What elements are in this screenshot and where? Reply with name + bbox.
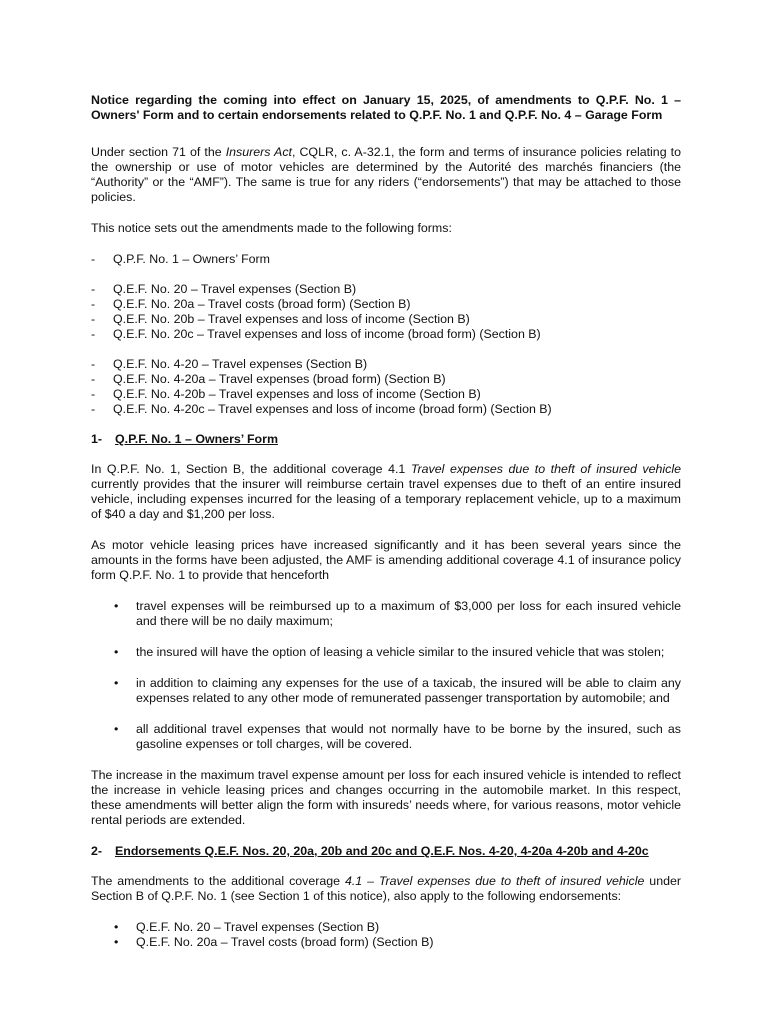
paragraph-text: In Q.P.F. No. 1, Section B, the additional coverage 4.1	[91, 462, 411, 476]
dash-marker: -	[91, 252, 96, 266]
list-item	[91, 282, 681, 297]
section-title: Q.P.F. No. 1 – Owners’ Form	[115, 432, 278, 446]
section-2-paragraph-1	[91, 874, 681, 904]
list-item-text: Q.E.F. No. 4-20c – Travel expenses and loss of income (broad form) (Section B)	[113, 402, 552, 416]
intro-paragraph-2: This notice sets out the amendments made to the following forms:	[91, 221, 452, 235]
list-item	[91, 722, 681, 752]
intro-text: , CQLR, c. A-32.1, the form and terms of insurance policies relating to the ownership or use of motor vehicles are determined by the Autorité des marchés financiers (the “Authority” or the “AMF”). The same is true for any riders (“endorsements”) that may be attached to those policies.	[91, 145, 681, 204]
coverage-name: 4.1 – Travel expenses due to theft of insured vehicle	[344, 874, 645, 888]
bullet-marker: •	[114, 920, 119, 934]
section-2-heading	[91, 844, 681, 859]
paragraph-text: under Section B of Q.P.F. No. 1 (see Section 1 of this notice), also apply to the following endorsements:	[91, 874, 681, 903]
list-item	[91, 372, 681, 387]
forms-list-group-1	[91, 252, 681, 267]
list-item	[91, 920, 681, 935]
forms-list-group-2	[91, 282, 681, 342]
endorsements-bullet-list	[91, 920, 681, 950]
dash-marker: -	[91, 327, 96, 341]
bullet-marker: •	[114, 599, 119, 613]
bullet-marker: •	[114, 645, 119, 659]
list-item	[91, 935, 681, 950]
list-item	[91, 676, 681, 706]
list-item	[91, 357, 681, 372]
bullet-marker: •	[114, 722, 119, 736]
list-item-text: Q.E.F. No. 20 – Travel expenses (Section B)	[113, 282, 357, 296]
forms-list-group-3	[91, 357, 681, 417]
section-1-paragraph-2: As motor vehicle leasing prices have increased significantly and it has been several years since the amounts in the forms have been adjusted, the AMF is amending additional coverage 4.1 of insurance policy form Q.P.F. No. 1 to provide that henceforth	[91, 538, 681, 582]
intro-paragraph-1	[91, 145, 681, 205]
dash-marker: -	[91, 312, 96, 326]
paragraph-text: currently provides that the insurer will reimburse certain travel expenses due to theft of an entire insured vehicle, including expenses incurred for the leasing of a temporary replacement vehicle, up to a maximum of $40 a day and $1,200 per loss.	[91, 477, 681, 521]
list-item-text: Q.E.F. No. 20 – Travel expenses (Section B)	[136, 920, 380, 934]
list-item	[91, 312, 681, 327]
list-item	[91, 297, 681, 312]
list-item-text: Q.P.F. No. 1 – Owners’ Form	[113, 252, 270, 266]
dash-marker: -	[91, 357, 96, 371]
coverage-name: Travel expenses due to theft of insured vehicle	[410, 462, 681, 476]
list-item	[91, 402, 681, 417]
section-1-heading	[91, 432, 681, 447]
notice-title: Notice regarding the coming into effect on January 15, 2025, of amendments to Q.P.F. No. 1 – Owners' Form and to certain endorsements related to Q.P.F. No. 1 and Q.P.F. No. 4 – Garage Form	[91, 93, 681, 122]
amendments-bullet-list	[91, 599, 681, 752]
list-item-text: Q.E.F. No. 20a – Travel costs (broad form) (Section B)	[113, 297, 411, 311]
section-1-paragraph-1	[91, 462, 681, 522]
list-item-text: Q.E.F. No. 20c – Travel expenses and loss of income (broad form) (Section B)	[113, 327, 541, 341]
list-item-text: Q.E.F. No. 20a – Travel costs (broad form) (Section B)	[136, 935, 434, 949]
list-item-text: Q.E.F. No. 4-20b – Travel expenses and loss of income (Section B)	[113, 387, 481, 401]
list-item-text: Q.E.F. No. 4-20 – Travel expenses (Section B)	[113, 357, 368, 371]
list-item	[91, 599, 681, 629]
list-item-text: the insured will have the option of leasing a vehicle similar to the insured vehicle that was stolen;	[136, 645, 665, 659]
list-item-text: Q.E.F. No. 20b – Travel expenses and loss of income (Section B)	[113, 312, 470, 326]
dash-marker: -	[91, 402, 96, 416]
list-item	[91, 252, 681, 267]
paragraph-text: The amendments to the additional coverage	[91, 874, 345, 888]
section-1-paragraph-3: The increase in the maximum travel expense amount per loss for each insured vehicle is intended to reflect the increase in vehicle leasing prices and changes occurring in the automobile market. In this respect, these amendments will better align the form with insureds’ needs where, for various reasons, motor vehicle rental periods are extended.	[91, 768, 681, 827]
dash-marker: -	[91, 297, 96, 311]
section-number: 2-	[91, 844, 103, 858]
section-title: Endorsements Q.E.F. Nos. 20, 20a, 20b and 20c and Q.E.F. Nos. 4-20, 4-20a 4-20b and 4-20c	[115, 844, 649, 858]
intro-text: Under section 71 of the	[91, 145, 226, 159]
list-item-text: in addition to claiming any expenses for the use of a taxicab, the insured will be able to claim any expenses related to any other mode of remunerated passenger transportation by automobile; and	[136, 676, 681, 705]
bullet-marker: •	[114, 935, 119, 949]
list-item	[91, 327, 681, 342]
list-item	[91, 387, 681, 402]
list-item-text: all additional travel expenses that would not normally have to be borne by the insured, such as gasoline expenses or toll charges, will be covered.	[136, 722, 681, 751]
list-item-text: Q.E.F. No. 4-20a – Travel expenses (broad form) (Section B)	[113, 372, 446, 386]
list-item	[91, 645, 681, 660]
dash-marker: -	[91, 387, 96, 401]
dash-marker: -	[91, 372, 96, 386]
list-item-text: travel expenses will be reimbursed up to a maximum of $3,000 per loss for each insured vehicle and there will be no daily maximum;	[136, 599, 681, 628]
act-name: Insurers Act	[225, 145, 292, 159]
bullet-marker: •	[114, 676, 119, 690]
dash-marker: -	[91, 282, 96, 296]
document-page	[91, 93, 681, 961]
section-number: 1-	[91, 432, 103, 446]
